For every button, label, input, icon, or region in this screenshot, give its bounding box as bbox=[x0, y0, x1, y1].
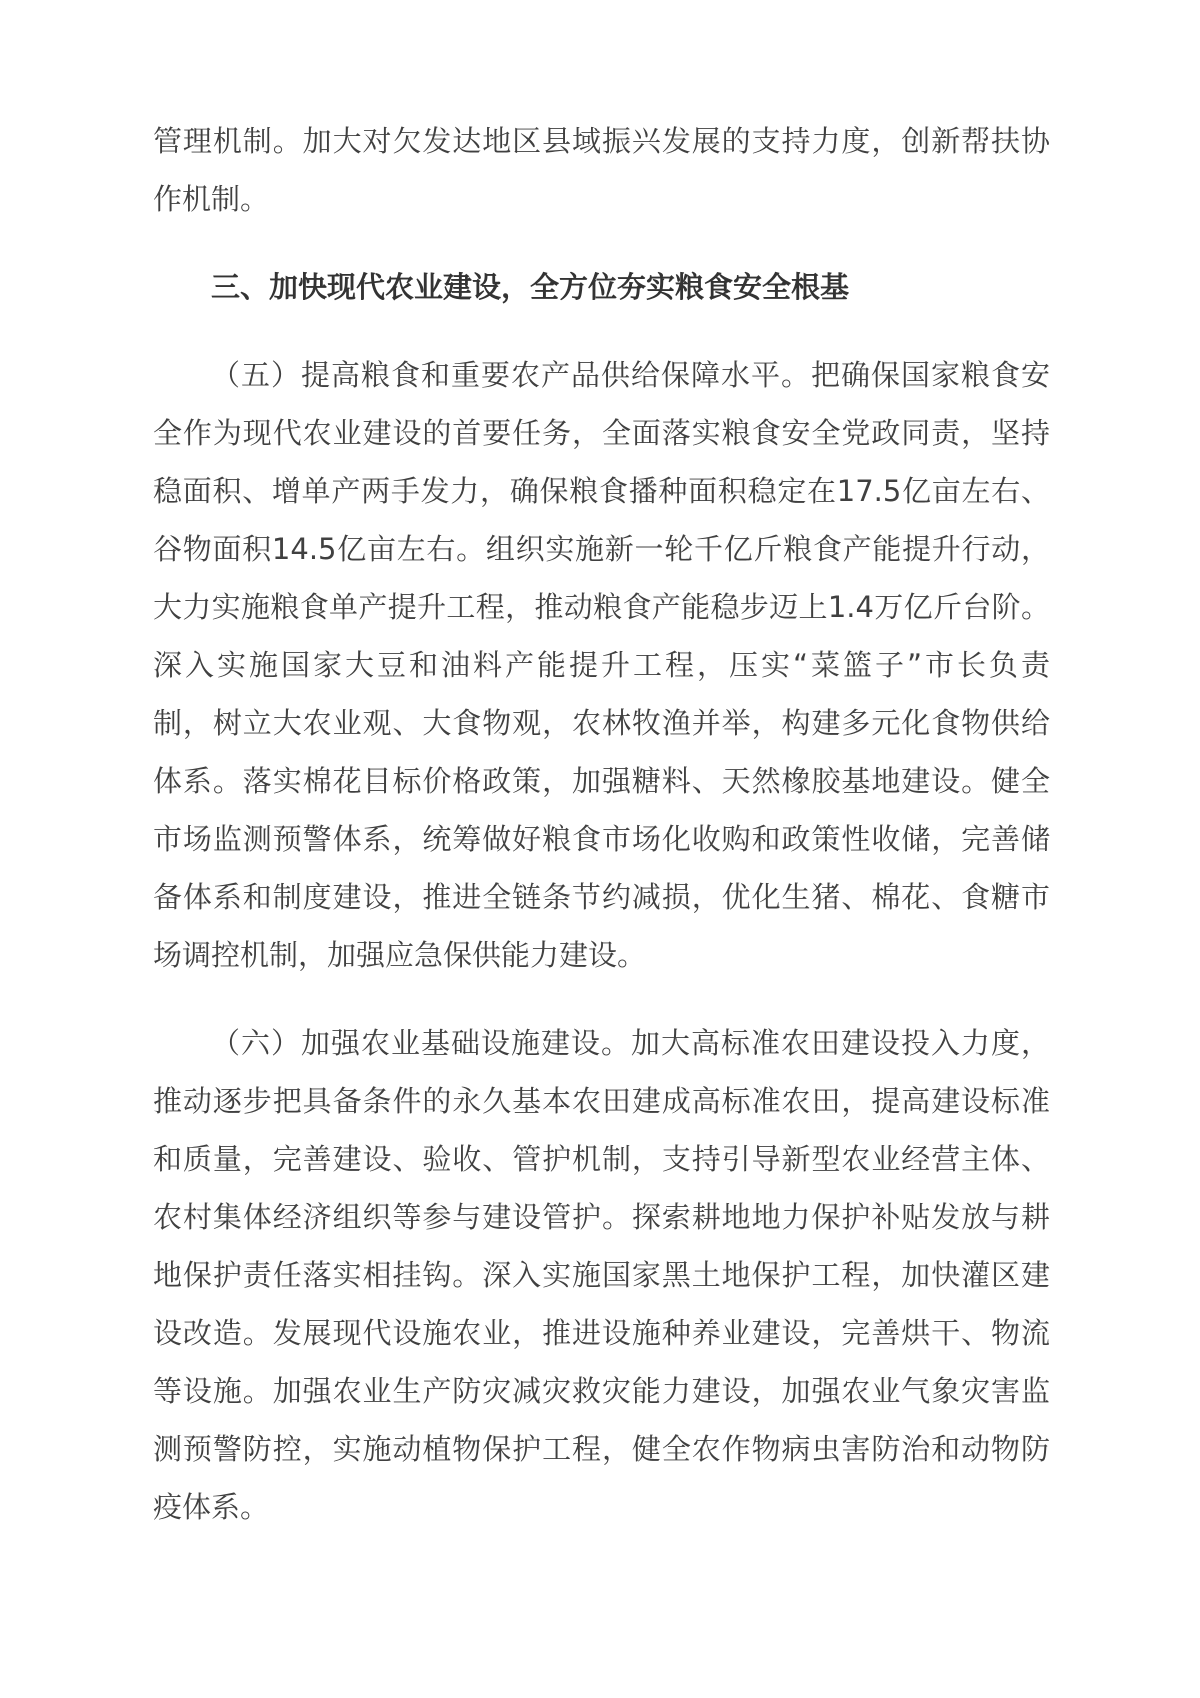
text-line: 和质量，完善建设、验收、管护机制，支持引导新型农业经营主体、 bbox=[153, 1142, 1050, 1176]
text-line: 测预警防控，实施动植物保护工程，健全农作物病虫害防治和动物防 bbox=[153, 1432, 1050, 1466]
paragraph bbox=[153, 346, 1050, 984]
text-line: 制，树立大农业观、大食物观，农林牧渔并举，构建多元化食物供给 bbox=[153, 706, 1050, 740]
text-line: 稳面积、增单产两手发力，确保粮食播种面积稳定在17.5亿亩左右、 bbox=[153, 474, 1050, 508]
text-line: 深入实施国家大豆和油料产能提升工程，压实“菜篮子”市长负责 bbox=[153, 648, 1050, 682]
text-line: 全作为现代农业建设的首要任务，全面落实粮食安全党政同责，坚持 bbox=[153, 416, 1050, 450]
text-line: 作机制。 bbox=[153, 182, 270, 216]
document-content bbox=[153, 112, 1050, 1536]
text-line: 疫体系。 bbox=[153, 1490, 270, 1524]
text-line: 大力实施粮食单产提升工程，推动粮食产能稳步迈上1.4万亿斤台阶。 bbox=[153, 590, 1050, 624]
text-line: 市场监测预警体系，统筹做好粮食市场化收购和政策性收储，完善储 bbox=[153, 822, 1050, 856]
text-line: 备体系和制度建设，推进全链条节约减损，优化生猪、棉花、食糖市 bbox=[153, 880, 1050, 914]
text-line: （六）加强农业基础设施建设。加大高标准农田建设投入力度， bbox=[211, 1026, 1050, 1060]
paragraph bbox=[153, 1014, 1050, 1536]
text-line: 推动逐步把具备条件的永久基本农田建成高标准农田，提高建设标准 bbox=[153, 1084, 1050, 1118]
section-heading bbox=[153, 258, 1050, 316]
text-line: 管理机制。加大对欠发达地区县域振兴发展的支持力度，创新帮扶协 bbox=[153, 124, 1050, 158]
text-line: 场调控机制，加强应急保供能力建设。 bbox=[153, 938, 647, 972]
text-line: 谷物面积14.5亿亩左右。组织实施新一轮千亿斤粮食产能提升行动， bbox=[153, 532, 1050, 566]
text-line: （五）提高粮食和重要农产品供给保障水平。把确保国家粮食安 bbox=[211, 358, 1050, 392]
text-line: 体系。落实棉花目标价格政策，加强糖料、天然橡胶基地建设。健全 bbox=[153, 764, 1050, 798]
paragraph bbox=[153, 112, 1050, 228]
text-line: 三、加快现代农业建设，全方位夯实粮食安全根基 bbox=[211, 270, 850, 304]
text-line: 设改造。发展现代设施农业，推进设施种养业建设，完善烘干、物流 bbox=[153, 1316, 1050, 1350]
text-line: 农村集体经济组织等参与建设管护。探索耕地地力保护补贴发放与耕 bbox=[153, 1200, 1050, 1234]
text-line: 地保护责任落实相挂钩。深入实施国家黑土地保护工程，加快灌区建 bbox=[153, 1258, 1050, 1292]
text-line: 等设施。加强农业生产防灾减灾救灾能力建设，加强农业气象灾害监 bbox=[153, 1374, 1050, 1408]
